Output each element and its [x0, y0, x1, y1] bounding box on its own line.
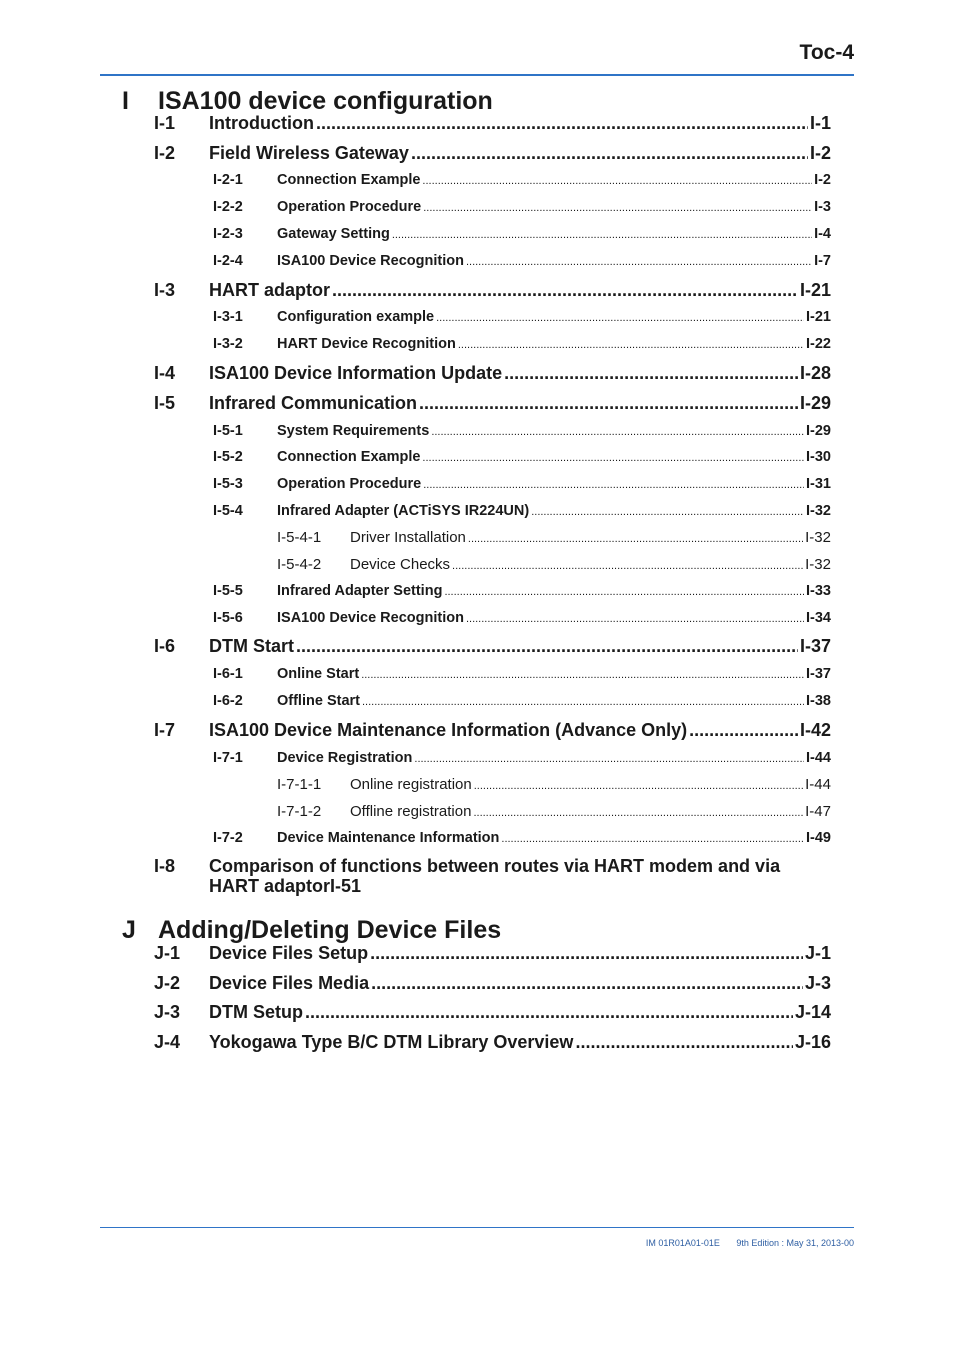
- toc-entry-title: Comparison of functions between routes via HART modem and via: [209, 856, 781, 876]
- dot-leader: [316, 113, 808, 134]
- toc-entry[interactable]: [0, 226, 954, 246]
- toc-entry-title: Connection Example: [277, 172, 421, 188]
- toc-entry[interactable]: [0, 636, 954, 660]
- toc-entry-title: System Requirements: [277, 423, 430, 439]
- toc-entry-title: HART Device Recognition: [277, 336, 456, 352]
- toc-entry-title: Offline Start: [277, 693, 360, 709]
- toc-entry[interactable]: [0, 172, 954, 192]
- toc-entry[interactable]: [0, 113, 954, 137]
- toc-entry-number: I-4: [154, 363, 176, 383]
- dot-leader: [422, 452, 804, 464]
- toc-entry-page: I-51: [330, 876, 362, 896]
- toc-entry-number: I-7-1-1: [277, 776, 322, 793]
- toc-entry-title: Operation Procedure: [277, 199, 422, 215]
- doc-number: IM 01R01A01-01E: [645, 1238, 720, 1248]
- toc-entry[interactable]: [0, 776, 954, 796]
- dot-leader: [431, 426, 804, 438]
- toc-entry[interactable]: [0, 803, 954, 823]
- toc-entry-title-continued: HART adaptor: [209, 876, 330, 896]
- toc-entry[interactable]: [0, 943, 954, 967]
- toc-entry-number: I-5-4: [213, 503, 243, 519]
- toc-entry-page: I-28: [799, 363, 831, 383]
- toc-entry-page: I-2: [814, 172, 831, 188]
- toc-entry-page: I-37: [799, 636, 831, 656]
- dot-leader: [466, 613, 804, 625]
- dot-leader: [296, 636, 798, 657]
- toc-entry-number: J-2: [154, 973, 181, 993]
- dot-leader: [466, 256, 812, 268]
- toc-entry-I-8[interactable]: [0, 856, 954, 900]
- dot-leader: [422, 175, 812, 187]
- toc-entry-page: I-42: [799, 720, 831, 740]
- toc-entry-page: J-3: [804, 973, 831, 993]
- toc-entry-page: I-29: [806, 423, 831, 439]
- dot-leader: [392, 229, 812, 241]
- toc-entry-page: I-32: [805, 529, 831, 546]
- toc-entry-page: J-1: [804, 943, 831, 963]
- toc-entry-page: I-22: [806, 336, 831, 352]
- toc-entry-title: Online registration: [350, 776, 472, 793]
- toc-entry[interactable]: [0, 309, 954, 329]
- toc-entry-number: I-6-2: [213, 693, 243, 709]
- toc-entry-page: I-21: [799, 280, 831, 300]
- toc-entry-title: Infrared Adapter (ACTiSYS IR224UN): [277, 503, 530, 519]
- dot-leader: [531, 506, 804, 518]
- dot-leader: [423, 202, 812, 214]
- dot-leader: [474, 780, 803, 792]
- toc-entry[interactable]: [0, 720, 954, 744]
- toc-entry-page: I-33: [806, 583, 831, 599]
- toc-entry-page: I-4: [814, 226, 831, 242]
- toc-entry[interactable]: [0, 476, 954, 496]
- toc-entry-title: Device Registration: [277, 750, 413, 766]
- page-label: Toc-4: [799, 41, 854, 64]
- toc-entry-number: I-2-1: [213, 172, 243, 188]
- toc-entry-page: I-32: [805, 556, 831, 573]
- toc-entry-number: I-2-4: [213, 253, 243, 269]
- toc-entry[interactable]: [0, 449, 954, 469]
- toc-entry[interactable]: [0, 693, 954, 713]
- toc-entry-number: I-7-1: [213, 750, 243, 766]
- toc-entry-page: I-49: [806, 830, 831, 846]
- toc-entry-page: I-37: [806, 666, 831, 682]
- chapter-title: Adding/Deleting Device Files: [158, 916, 502, 944]
- toc-entry-title: Infrared Adapter Setting: [277, 583, 443, 599]
- toc-entry-number: I-5-3: [213, 476, 243, 492]
- toc-entry-page: I-30: [806, 449, 831, 465]
- toc-entry-title: Connection Example: [277, 449, 421, 465]
- toc-entry-page: I-3: [814, 199, 831, 215]
- toc-entry-title: HART adaptor: [209, 280, 330, 300]
- toc-entry-number: I-5-2: [213, 449, 243, 465]
- toc-entry-page: J-16: [794, 1032, 831, 1052]
- toc-entry-page: I-2: [809, 143, 831, 163]
- toc-entry-title: Device Maintenance Information: [277, 830, 500, 846]
- toc-entry-number: I-3-2: [213, 336, 243, 352]
- toc-entry-title: Driver Installation: [350, 529, 466, 546]
- toc-entry[interactable]: [0, 1002, 954, 1026]
- toc-entry-page: I-44: [806, 750, 831, 766]
- toc-entry-title: DTM Setup: [209, 1002, 303, 1022]
- toc-entry[interactable]: [0, 336, 954, 356]
- toc-entry-number: I-5-1: [213, 423, 243, 439]
- toc-entry-page: I-29: [799, 393, 831, 413]
- dot-leader: [305, 1002, 793, 1023]
- toc-entry-number: I-5-4-2: [277, 556, 322, 573]
- toc-entry-title: ISA100 Device Information Update: [209, 363, 503, 383]
- toc-entry-number: I-3-1: [213, 309, 243, 325]
- toc-entry-number: I-6-1: [213, 666, 243, 682]
- toc-entry-title: DTM Start: [209, 636, 294, 656]
- edition-info: 9th Edition : May 31, 2013-00: [736, 1238, 854, 1248]
- toc-entry[interactable]: [0, 143, 954, 167]
- dot-leader: [452, 560, 803, 572]
- dot-leader: [370, 943, 803, 964]
- toc-entry-page: I-34: [806, 610, 831, 626]
- toc-entry-number: I-5-5: [213, 583, 243, 599]
- toc-entry-page: I-21: [806, 309, 831, 325]
- dot-leader: [332, 280, 798, 301]
- toc-entry-title: Device Files Setup: [209, 943, 369, 963]
- dot-leader: [501, 833, 804, 845]
- chapter-letter: J: [122, 916, 136, 944]
- dot-leader: [362, 696, 804, 708]
- dot-leader: [436, 312, 804, 324]
- toc-entry[interactable]: [0, 529, 954, 549]
- toc-entry-title: Offline registration: [350, 803, 472, 820]
- toc-entry-page: I-7: [814, 253, 831, 269]
- toc-entry-number: I-5: [154, 393, 176, 413]
- toc-entry[interactable]: [0, 1032, 954, 1056]
- toc-entry-page: I-38: [806, 693, 831, 709]
- dot-leader: [504, 363, 798, 384]
- toc-entry-number: J-4: [154, 1032, 181, 1052]
- dot-leader: [468, 533, 803, 545]
- chapter-letter: I: [122, 87, 129, 115]
- toc-entry-number: J-3: [154, 1002, 181, 1022]
- toc-entry[interactable]: [0, 199, 954, 219]
- toc-entry[interactable]: [0, 280, 954, 304]
- toc-entry[interactable]: [0, 393, 954, 417]
- toc-entry[interactable]: [0, 583, 954, 603]
- toc-entry[interactable]: [0, 973, 954, 997]
- toc-entry-title: Device Checks: [350, 556, 451, 573]
- dot-leader: [419, 393, 798, 414]
- dot-leader: [473, 807, 803, 819]
- toc-entry[interactable]: [0, 830, 954, 850]
- dot-leader: [689, 720, 798, 741]
- toc-entry-number: I-5-6: [213, 610, 243, 626]
- toc-entry-number: I-5-4-1: [277, 529, 322, 546]
- toc-entry[interactable]: [0, 423, 954, 443]
- toc-entry-title: Device Files Media: [209, 973, 370, 993]
- toc-entry-page: I-31: [806, 476, 831, 492]
- toc-entry[interactable]: [0, 750, 954, 770]
- toc-entry-title: ISA100 Device Recognition: [277, 253, 464, 269]
- toc-entry-page: J-14: [794, 1002, 831, 1022]
- toc-entry-number: I-3: [154, 280, 176, 300]
- toc-entry-number: I-7-1-2: [277, 803, 322, 820]
- footer: [646, 1238, 854, 1248]
- toc-entry-number: I-1: [154, 113, 176, 133]
- toc-entry[interactable]: [0, 363, 954, 387]
- toc-entry-title: Field Wireless Gateway: [209, 143, 409, 163]
- toc-entry-title: Yokogawa Type B/C DTM Library Overview: [209, 1032, 574, 1052]
- dot-leader: [411, 143, 808, 164]
- toc-entry-number: I-8: [154, 856, 176, 876]
- toc-entry-title: ISA100 Device Maintenance Information (Advance Only): [209, 720, 688, 740]
- toc-entry[interactable]: [0, 503, 954, 523]
- toc-entry-number: I-7: [154, 720, 176, 740]
- toc-entry[interactable]: [0, 610, 954, 630]
- toc-entry-number: I-2-3: [213, 226, 243, 242]
- toc-entry-page: I-47: [805, 803, 831, 820]
- chapter-title: ISA100 device configuration: [158, 87, 493, 115]
- dot-leader: [423, 479, 804, 491]
- toc-entry-title: Infrared Communication: [209, 393, 418, 413]
- dot-leader: [361, 669, 804, 681]
- toc-entry-number: J-1: [154, 943, 181, 963]
- toc-entry-page: I-32: [806, 503, 831, 519]
- chapter-heading: [122, 914, 842, 946]
- toc-entry-number: I-7-2: [213, 830, 243, 846]
- toc-entry-title: ISA100 Device Recognition: [277, 610, 464, 626]
- toc-entry-number: I-2: [154, 143, 176, 163]
- footer-rule: [100, 1227, 854, 1228]
- toc-entry-number: I-6: [154, 636, 176, 656]
- toc-entry-title: Gateway Setting: [277, 226, 390, 242]
- toc-entry[interactable]: [0, 253, 954, 273]
- toc-entry-page: I-44: [805, 776, 831, 793]
- header-rule: [100, 74, 854, 76]
- toc-entry-title: Introduction: [209, 113, 314, 133]
- toc-entry-title: Operation Procedure: [277, 476, 422, 492]
- toc-entry-title: Configuration example: [277, 309, 435, 325]
- toc-entry-title: Online Start: [277, 666, 360, 682]
- dot-leader: [414, 753, 804, 765]
- dot-leader: [575, 1032, 793, 1053]
- toc-entry[interactable]: [0, 556, 954, 576]
- toc-entry-page: I-1: [809, 113, 831, 133]
- toc-entry[interactable]: [0, 666, 954, 686]
- dot-leader: [444, 586, 804, 598]
- dot-leader: [371, 973, 803, 994]
- dot-leader: [458, 339, 804, 351]
- toc-entry-number: I-2-2: [213, 199, 243, 215]
